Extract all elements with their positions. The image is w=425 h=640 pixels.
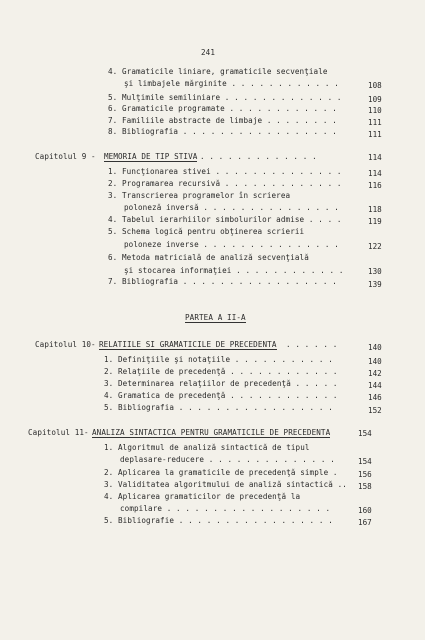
toc-entry-line: 4. Aplicarea gramaticilor de precedenţă la	[104, 492, 301, 501]
toc-entry-line: şi limbajele mărginite . . . . . . . . . . . .	[124, 79, 339, 88]
toc-entry-line: 4. Gramatica de precedenţă . . . . . . . . . . . .	[104, 391, 338, 400]
toc-entry-line: 5. Bibliografia . . . . . . . . . . . . . . . . .	[104, 403, 333, 412]
toc-entry-line: 5. Bibliografie . . . . . . . . . . . . . . . . .	[104, 516, 333, 525]
toc-page-number: 139	[368, 280, 382, 289]
toc-page-number: 111	[368, 118, 382, 127]
chapter-label: Capitolul 11-	[28, 428, 89, 437]
toc-page-number: 109	[368, 95, 382, 104]
chapter-title: RELATIILE SI GRAMATICILE DE PRECEDENTA	[99, 340, 277, 349]
toc-page-number: 146	[368, 393, 382, 402]
toc-page-number: 152	[368, 406, 382, 415]
toc-entry-line: 7. Bibliografia . . . . . . . . . . . . . . . . .	[108, 277, 337, 286]
toc-entry-line: 1. Algoritmul de analiză sintactică de tipul	[104, 443, 310, 452]
toc-entry-line: 1. Definiţiile şi notaţiile . . . . . . . . . . .	[104, 355, 333, 364]
toc-page-number: 114	[368, 169, 382, 178]
toc-entry-line: 1. Funcţionarea stivei . . . . . . . . . . . . . .	[108, 167, 342, 176]
chapter-title: ANALIZA SINTACTICA PENTRU GRAMATICILE DE PRECEDENTA	[92, 428, 331, 437]
toc-page-number: 110	[368, 106, 382, 115]
toc-entry-line: 6. Gramaticile programate . . . . . . . . . . . .	[108, 104, 337, 113]
toc-page-number: 154	[358, 457, 372, 466]
toc-entry-line: 2. Aplicarea la gramaticile de precedenţă simple .	[104, 468, 338, 477]
toc-page-number: 108	[368, 81, 382, 90]
toc-page-number: 111	[368, 130, 382, 139]
chapter-dots: . . . . . . . . . . . . .	[200, 152, 317, 161]
toc-entry-line: 2. Relaţiile de precedenţă . . . . . . . . . . . .	[104, 367, 338, 376]
chapter-label: Capitolul 9 -	[35, 152, 96, 161]
toc-page-number: 122	[368, 242, 382, 251]
toc-page-number: 167	[358, 518, 372, 527]
toc-entry-line: 4. Gramaticile liniare, gramaticile secvenţiale	[108, 67, 328, 76]
toc-entry-line: 5. Mulţimile semiliniare . . . . . . . . . . . . .	[108, 93, 342, 102]
chapter-title: MEMORIA DE TIP STIVA	[104, 152, 198, 161]
chapter-page-number: 140	[368, 343, 382, 352]
toc-page-number: 130	[368, 267, 382, 276]
toc-page-number: 160	[358, 506, 372, 515]
toc-entry-line: poloneză inversă . . . . . . . . . . . . . . .	[124, 203, 339, 212]
toc-page-number: 119	[368, 217, 382, 226]
toc-entry-line: poloneze inverse . . . . . . . . . . . . . . .	[124, 240, 339, 249]
toc-page-number: 156	[358, 470, 372, 479]
toc-entry-line: compilare . . . . . . . . . . . . . . . . . .	[120, 504, 331, 513]
toc-entry-line: 3. Validitatea algoritmului de analiză sintactică ..	[104, 480, 347, 489]
part-heading: PARTEA A II-A	[185, 313, 246, 322]
toc-entry-line: 6. Metoda matricială de analiză secvenţială	[108, 253, 309, 262]
toc-entry-line: 3. Determinarea relaţiilor de precedenţă . . . . .	[104, 379, 338, 388]
chapter-page-number: 114	[368, 153, 382, 162]
toc-page-number: 144	[368, 381, 382, 390]
chapter-dots: . . . . . .	[286, 340, 338, 349]
toc-entry-line: 7. Familiile abstracte de limbaje . . . . . . . .	[108, 116, 337, 125]
toc-entry-line: 8. Bibliografia . . . . . . . . . . . . . . . . .	[108, 127, 337, 136]
toc-entry-line: 2. Programarea recursivă . . . . . . . . . . . . .	[108, 179, 342, 188]
toc-entry-line: şi stocarea informaţiei . . . . . . . . . . . .	[124, 266, 344, 275]
chapter-page-number: 154	[358, 429, 372, 438]
toc-entry-line: 5. Schema logică pentru obţinerea scrierii	[108, 227, 305, 236]
toc-page-number: 118	[368, 205, 382, 214]
page-number: 241	[201, 48, 216, 57]
toc-page-number: 140	[368, 357, 382, 366]
toc-page-number: 116	[368, 181, 382, 190]
toc-page-number: 142	[368, 369, 382, 378]
toc-entry-line: 3. Transcrierea programelor în scrierea	[108, 191, 291, 200]
chapter-label: Capitolul 10-	[35, 340, 96, 349]
toc-page-number: 158	[358, 482, 372, 491]
toc-entry-line: 4. Tabelul ierarhiilor simbolurilor admise . . . .	[108, 215, 342, 224]
toc-entry-line: deplasare-reducere . . . . . . . . . . . . . .	[120, 455, 335, 464]
